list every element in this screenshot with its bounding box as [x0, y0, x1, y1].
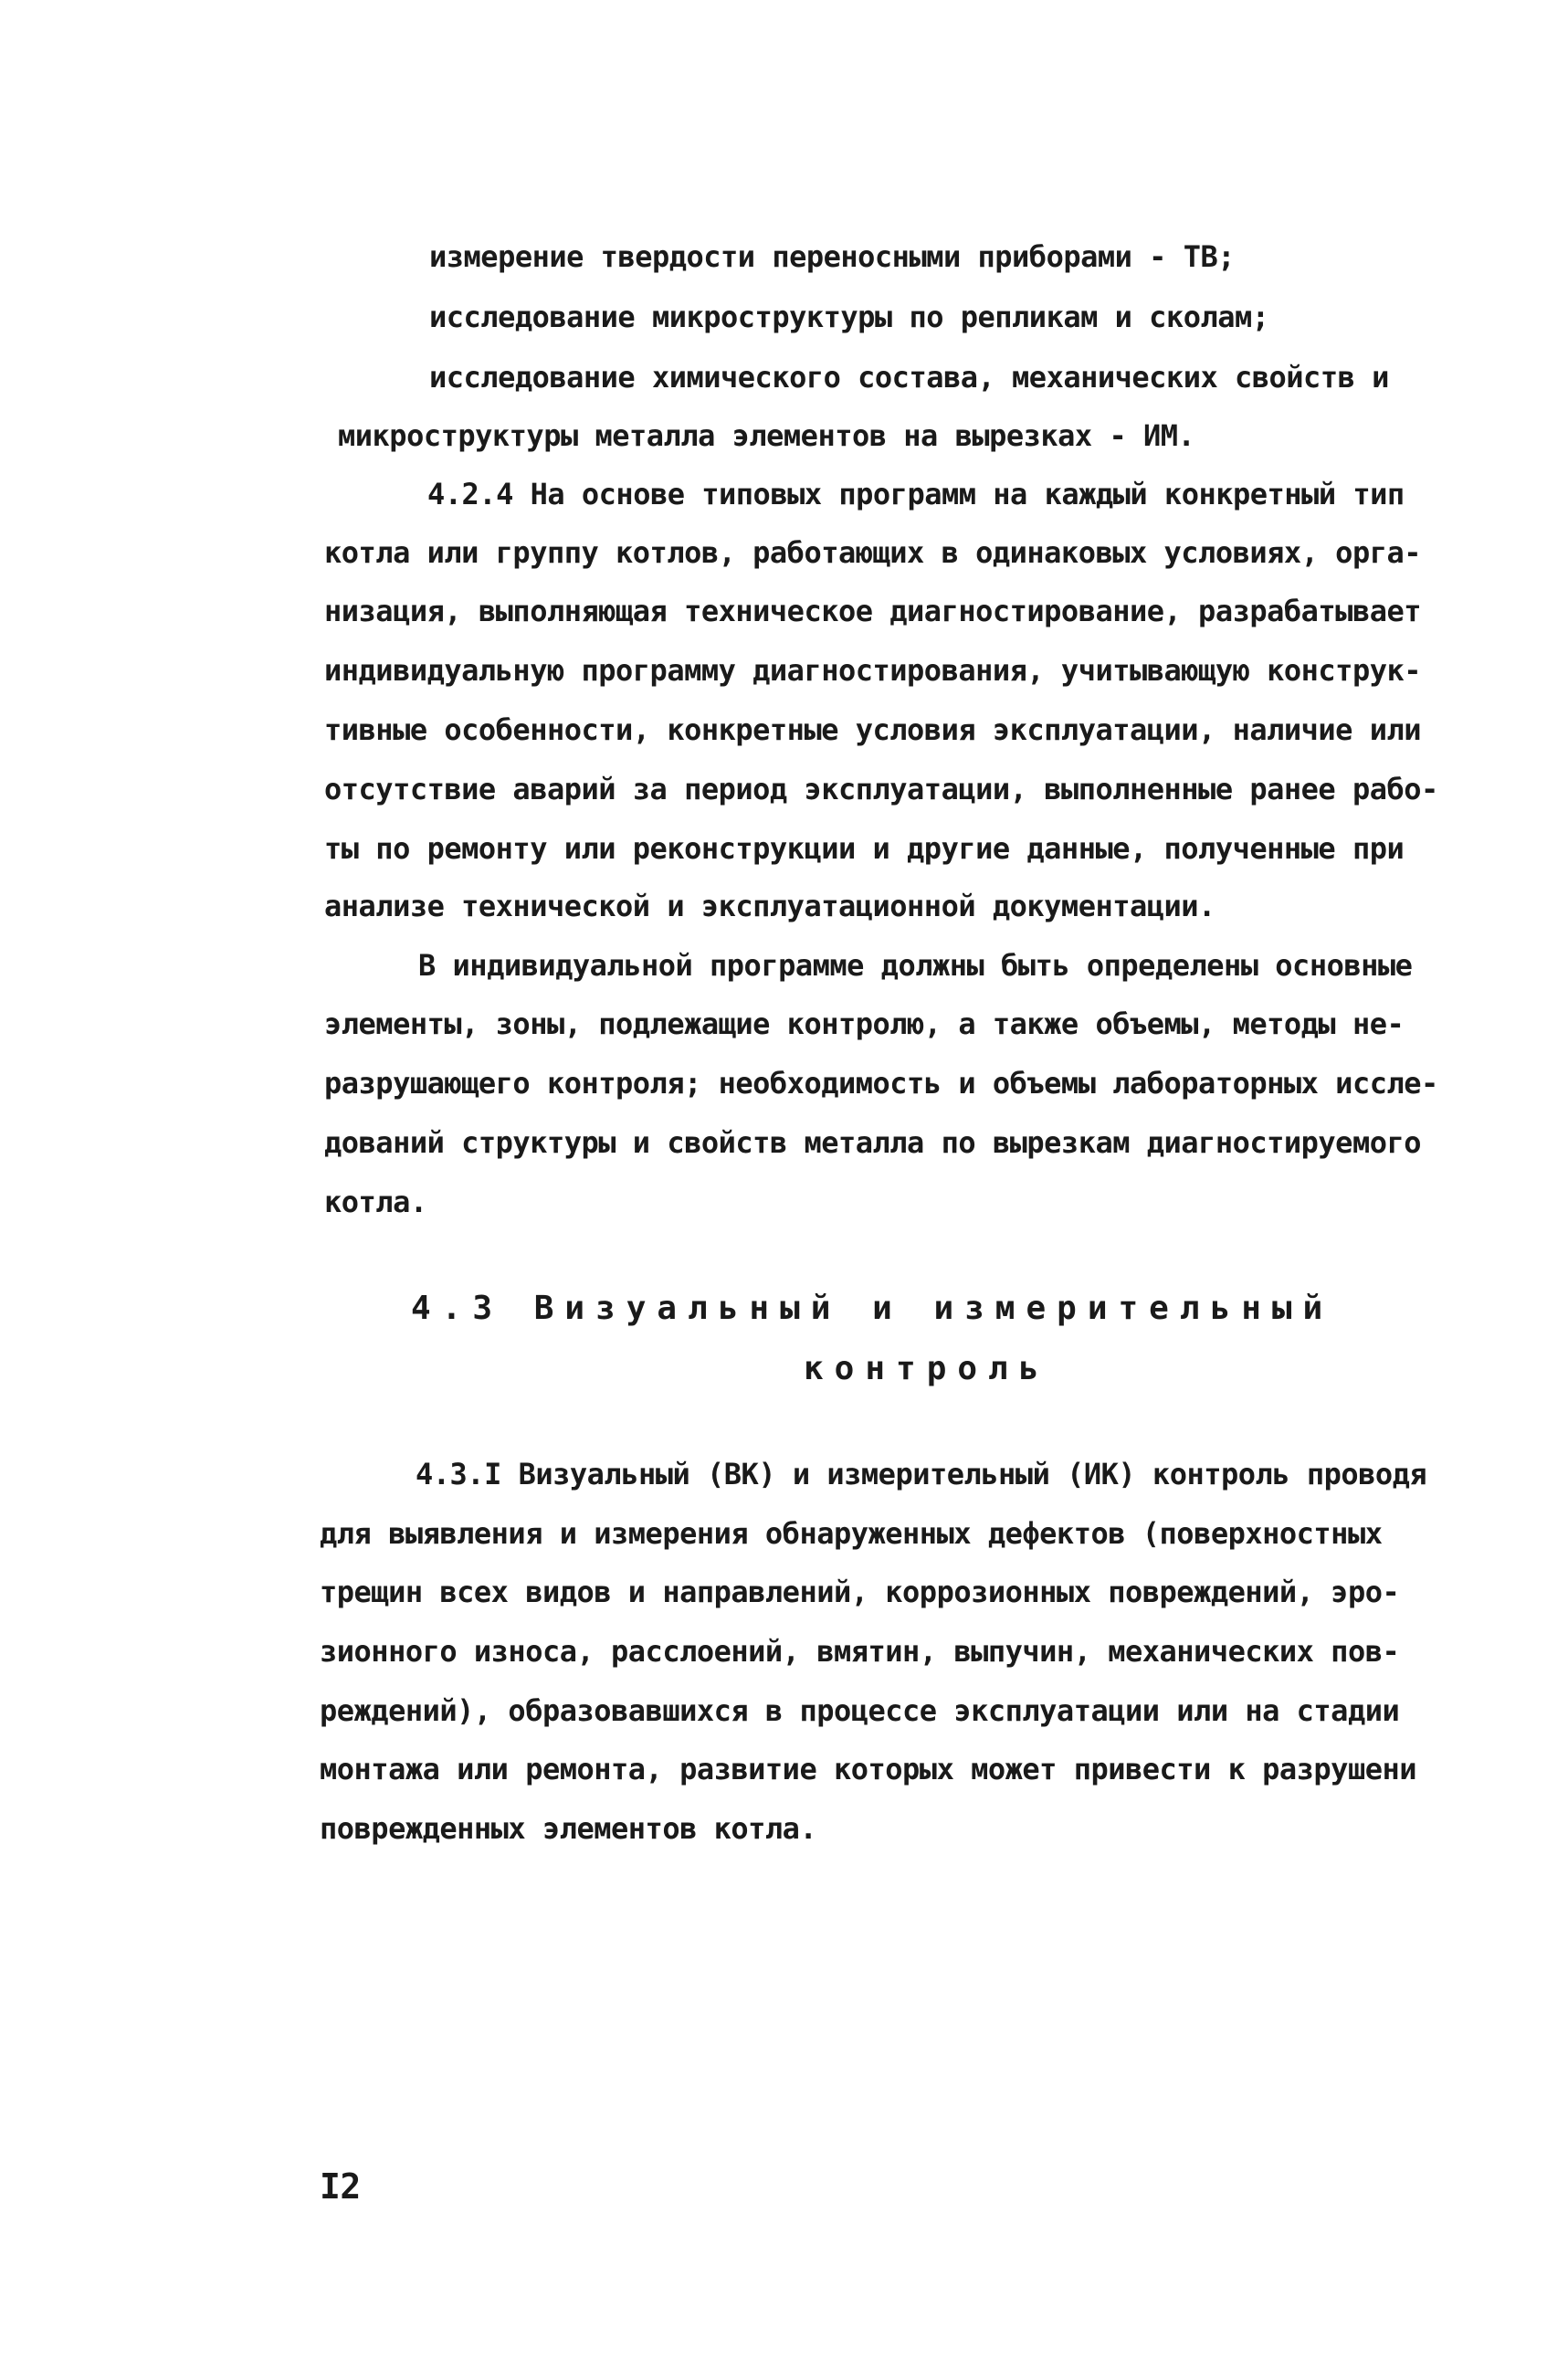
text-line: котла.: [324, 1185, 427, 1219]
section-heading: 4.3 Визуальный и измерительный: [411, 1290, 1334, 1327]
text-line: тивные особенности, конкретные условия эксплуатации, наличие или: [324, 712, 1421, 747]
list-item: измерение твердости переносными приборами - ТВ;: [429, 239, 1235, 274]
text-line: поврежденных элементов котла.: [320, 1811, 817, 1846]
text-line: 4.2.4 На основе типовых программ на каждый конкретный тип: [427, 477, 1405, 511]
text-line: анализе технической и эксплуатационной документации.: [324, 889, 1215, 923]
text-line: реждений), образовавшихся в процессе эксплуатации или на стадии: [320, 1693, 1400, 1728]
text-line: монтажа или ремонта, развитие которых может привести к разрушени: [320, 1752, 1416, 1786]
text-line: разрушающего контроля; необходимость и объемы лабораторных иссле-: [324, 1066, 1438, 1101]
text-line: дований структуры и свойств металла по вырезкам диагностируемого: [324, 1125, 1421, 1160]
text-line: зионного износа, расслоений, вмятин, выпучин, механических пов-: [320, 1634, 1400, 1669]
text-line: котла или группу котлов, работающих в одинаковых условиях, орга-: [324, 535, 1421, 570]
text-line: для выявления и измерения обнаруженных дефектов (поверхностных: [320, 1516, 1383, 1551]
list-item: исследование химического состава, механических свойств и: [429, 360, 1389, 395]
text-line: элементы, зоны, подлежащие контролю, а также объемы, методы не-: [324, 1006, 1405, 1041]
text-line: 4.3.I Визуальный (ВК) и измерительный (ИК) контроль проводя: [416, 1457, 1427, 1491]
text-line: В индивидуальной программе должны быть определены основные: [418, 948, 1413, 983]
text-line: низация, выполняющая техническое диагностирование, разрабатывает: [324, 594, 1421, 628]
list-item: исследование микроструктуры по репликам и сколам;: [429, 300, 1269, 334]
text-line: ты по ремонту или реконструкции и другие данные, полученные при: [324, 831, 1405, 866]
section-heading-continuation: контроль: [804, 1350, 1050, 1387]
text-line: отсутствие аварий за период эксплуатации, выполненные ранее рабо-: [324, 772, 1438, 806]
text-line: индивидуальную программу диагностирования, учитывающую конструк-: [324, 653, 1421, 688]
page-number: I2: [320, 2166, 361, 2207]
text-line: трещин всех видов и направлений, коррозионных повреждений, эро-: [320, 1575, 1400, 1609]
list-item-continuation: микроструктуры металла элементов на вырезках - ИМ.: [338, 418, 1195, 453]
